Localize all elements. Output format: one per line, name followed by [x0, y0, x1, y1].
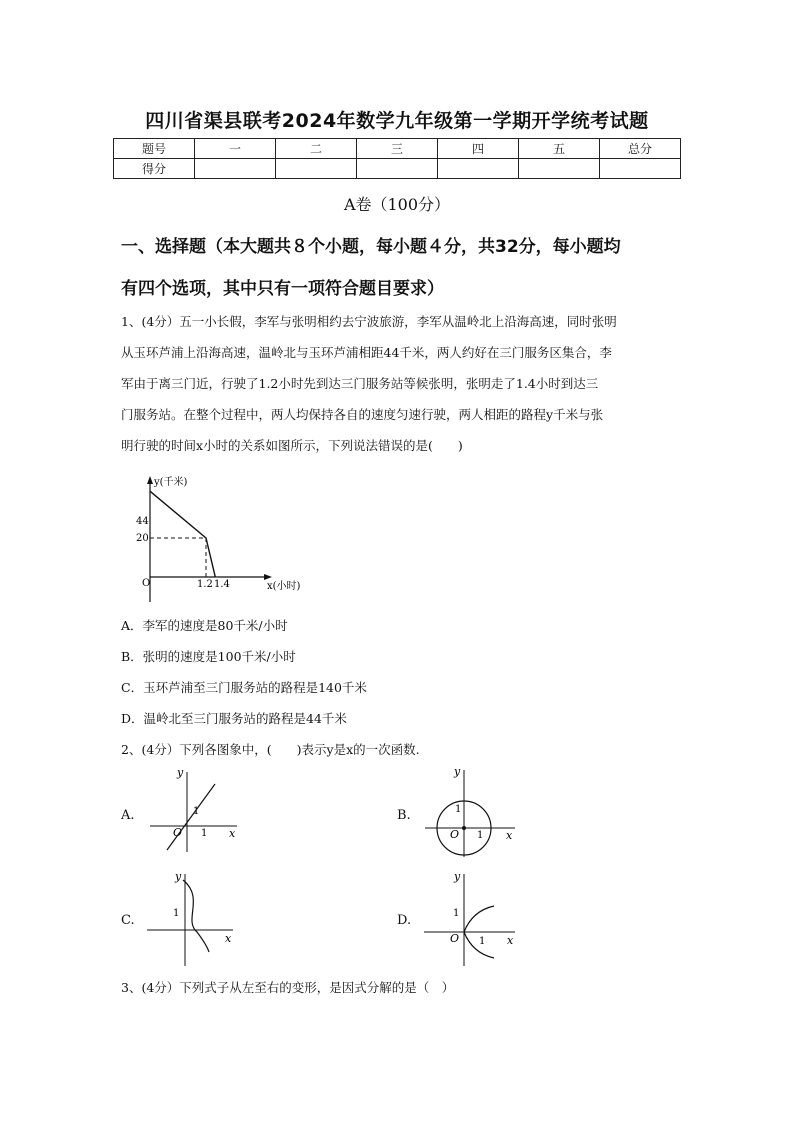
graph-x-label: x(小时) — [267, 581, 301, 592]
score-table-header: 总分 — [600, 139, 681, 159]
score-cell — [195, 159, 276, 179]
y-axis-label: y — [177, 766, 184, 779]
score-table-header: 二 — [276, 139, 357, 159]
x-axis-arrow — [264, 574, 272, 580]
score-cell — [519, 159, 600, 179]
linear-function-line — [167, 784, 215, 850]
non-linear-curve — [183, 880, 209, 952]
tick-label-x: 1 — [477, 830, 484, 841]
question-1-option-d: D．温岭北至三门服务站的路程是44千米 — [121, 711, 347, 726]
volume-title: A卷（100分） — [343, 195, 451, 214]
question-1-option-b: B．张明的速度是100千米/小时 — [121, 649, 296, 664]
q2-option-c-label: C. — [121, 913, 135, 928]
q2-option-a-label: A. — [121, 808, 135, 823]
y-axis-arrow — [147, 476, 153, 484]
score-table-header: 四 — [438, 139, 519, 159]
origin-label: O — [173, 826, 183, 839]
score-table-header: 三 — [357, 139, 438, 159]
question-3-text: 3、(4分）下列式子从左至右的变形，是因式分解的是（ ） — [121, 980, 455, 995]
tick-label-y: 1 — [193, 806, 200, 817]
section-heading-line2: 有四个选项，其中只有一项符合题目要求） — [121, 279, 444, 299]
score-table — [113, 138, 681, 179]
score-table-header-row — [114, 139, 681, 159]
x-axis-label: x — [225, 932, 232, 945]
question-1-line: 从玉环芦浦上沿海高速，温岭北与玉环芦浦相距44千米，两人约好在三门服务区集合，李 — [121, 345, 612, 360]
tick-label-x: 1 — [479, 936, 486, 947]
graph-y-tick-44: 44 — [136, 516, 149, 527]
graph-y-label: y(千米) — [154, 477, 188, 488]
score-table-header: 五 — [519, 139, 600, 159]
q2-graph-a — [145, 764, 245, 854]
graph-origin: O — [142, 578, 151, 589]
graph-y-tick-20: 20 — [136, 533, 149, 544]
page-title: 四川省渠县联考2024年数学九年级第一学期开学统考试题 — [145, 110, 649, 132]
question-1-line: 1、(4分）五一小长假，李军与张明相约去宁波旅游，李军从温岭北上沿海高速，同时张明 — [121, 314, 617, 329]
graph-x-tick-1.4: 1.4 — [214, 579, 230, 590]
score-cell — [357, 159, 438, 179]
q2-graph-b — [420, 764, 520, 858]
center-point — [462, 826, 466, 830]
score-table-score-row — [114, 159, 681, 179]
question-1-option-c: C．玉环芦浦至三门服务站的路程是140千米 — [121, 680, 367, 695]
y-axis-label: y — [454, 870, 461, 883]
x-axis-label: x — [506, 829, 513, 842]
x-axis-label: x — [507, 934, 514, 947]
question-1-text — [121, 306, 681, 461]
x-axis-label: x — [229, 827, 236, 840]
score-table-header: 一 — [195, 139, 276, 159]
q2-graph-d — [420, 868, 520, 968]
tick-label-x: 1 — [201, 828, 208, 839]
question-2-text: 2、(4分）下列各图象中，( )表示y是x的一次函数. — [121, 742, 420, 757]
y-axis-label: y — [175, 870, 182, 883]
score-table-header: 题号 — [114, 139, 195, 159]
q2-option-b-label: B. — [397, 808, 411, 823]
y-axis-label: y — [454, 765, 461, 778]
question-1-graph — [128, 472, 308, 607]
tick-label-y: 1 — [453, 908, 460, 919]
section-heading-line1: 一、选择题（本大题共８个小题，每小题４分，共32分，每小题均 — [121, 237, 621, 257]
origin-label: O — [450, 932, 460, 945]
question-1-line: 门服务站。在整个过程中，两人均保持各自的速度匀速行驶，两人相距的路程y千米与张 — [121, 407, 604, 422]
origin-label: O — [450, 828, 460, 841]
score-cell — [438, 159, 519, 179]
question-1-line: 明行驶的时间x小时的关系如图所示，下列说法错误的是( ) — [121, 438, 463, 453]
graph-x-tick-1.2: 1.2 — [197, 579, 213, 590]
tick-label-y: 1 — [455, 804, 462, 815]
score-cell — [600, 159, 681, 179]
score-cell — [276, 159, 357, 179]
score-row-label: 得分 — [114, 159, 195, 179]
question-1-option-a: A．李军的速度是80千米/小时 — [121, 618, 288, 633]
q2-graph-c — [145, 868, 245, 968]
tick-label-y: 1 — [173, 908, 180, 919]
q2-option-d-label: D. — [397, 913, 412, 928]
question-1-line: 军由于离三门近，行驶了1.2小时先到达三门服务站等候张明，张明走了1.4小时到达三 — [121, 376, 599, 391]
graph-function-line — [150, 491, 215, 577]
